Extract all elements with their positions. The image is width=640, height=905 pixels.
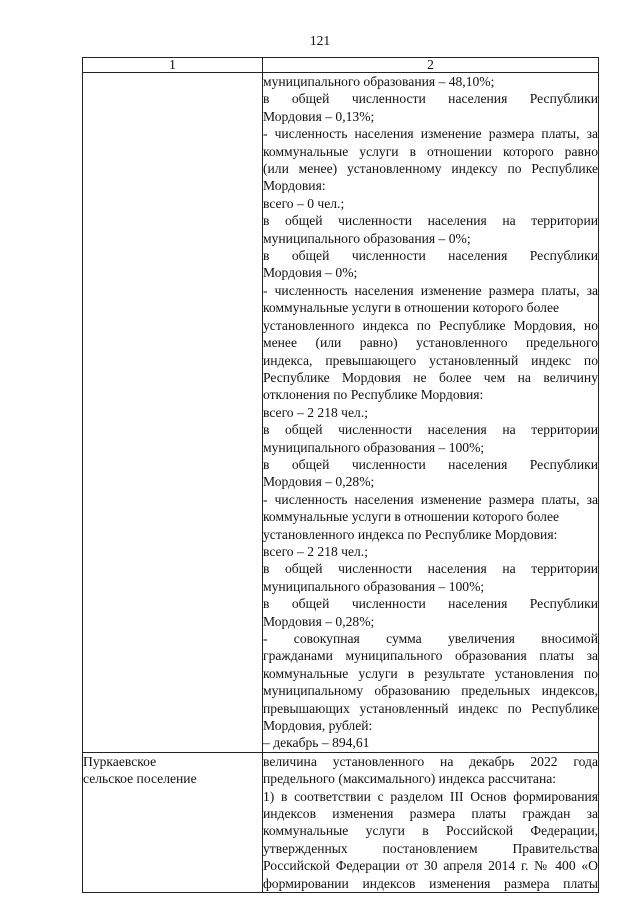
text-line: в общей численности населения на территории	[263, 422, 598, 438]
table-header-row	[83, 58, 599, 73]
text-line: всего – 0 чел.;	[263, 195, 345, 211]
text-line: установленного индекса по Республике Мордовия:	[263, 526, 558, 542]
text-line: – декабрь – 894,61	[263, 735, 370, 751]
municipality-name-line: сельское поселение	[83, 771, 197, 787]
text-line: индексов изменения размера платы граждан за	[263, 806, 598, 822]
text-line: Мордовия:	[263, 178, 326, 194]
description-cell	[263, 752, 599, 892]
text-line: Мордовия – 0%;	[263, 265, 358, 281]
text-line: предельного (максимального) индекса рассчитана:	[263, 771, 557, 787]
text-line: всего – 2 218 чел.;	[263, 543, 369, 559]
text-line: в общей численности населения на территории	[263, 213, 598, 229]
municipal-index-table	[82, 57, 599, 893]
text-line: гражданами муниципального образования платы за	[263, 648, 598, 664]
municipality-cell	[83, 752, 263, 892]
municipality-cell-empty	[83, 73, 263, 753]
text-line: Мордовия – 0,13%;	[263, 108, 375, 124]
column-header-1: 1	[83, 58, 263, 73]
description-text	[263, 73, 598, 752]
text-line: муниципального образования – 100%;	[263, 578, 485, 594]
text-line: отклонения по Республике Мордовия:	[263, 387, 484, 403]
text-line: менее (или равно) установленного предельного	[263, 335, 598, 351]
text-line: - совокупная сумма увеличения вносимой	[263, 631, 598, 646]
text-line: формировании индексов изменения размера платы	[263, 875, 598, 891]
column-header-2: 2	[263, 58, 599, 73]
text-line: Мордовия – 0,28%;	[263, 613, 375, 629]
text-line: превышающих установленный индекс по Республике	[263, 700, 598, 716]
text-line: коммунальные услуги в Российской Федерации,	[263, 823, 598, 839]
text-line: установленного индекса по Республике Мордовия, но	[263, 317, 598, 333]
text-line: Республике Мордовия не более чем на величину	[263, 369, 598, 385]
table-row	[83, 752, 599, 892]
text-line: муниципального образования – 0%;	[263, 230, 471, 246]
municipality-name-line: Пуркаевское	[83, 753, 157, 769]
text-line: Российской Федерации от 30 апреля 2014 г. № 400 «О	[263, 858, 598, 874]
description-cell	[263, 73, 599, 753]
text-line: в общей численности населения Республики	[263, 456, 598, 472]
text-line: муниципальному образованию предельных индексов,	[263, 683, 598, 699]
text-line: муниципального образования – 48,10%;	[263, 74, 495, 89]
text-line: Мордовия, рублей:	[263, 718, 373, 734]
text-line: индекса, превышающего установленный индекс по	[263, 352, 598, 368]
text-line: в общей численности населения на территории	[263, 561, 598, 577]
text-line: 1) в соответствии с разделом III Основ формирования	[263, 788, 598, 804]
text-line: (или менее) установленному индексу по Республике	[263, 161, 598, 177]
text-line: величина установленного на декабрь 2022 года	[263, 753, 598, 769]
text-line: всего – 2 218 чел.;	[263, 404, 369, 420]
description-text	[263, 753, 598, 892]
text-line: Мордовия – 0,28%;	[263, 474, 375, 490]
text-line: в общей численности населения Республики	[263, 248, 598, 264]
text-line: коммунальные услуги в результате установления по	[263, 665, 598, 681]
table-row	[83, 73, 599, 753]
text-line: - численность населения изменение размера платы, за	[263, 282, 598, 298]
text-line: в общей численности населения Республики	[263, 91, 598, 107]
text-line: коммунальные услуги в отношении которого равно	[263, 143, 598, 159]
text-line: - численность населения изменение размера платы, за	[263, 491, 598, 507]
text-line: в общей численности населения Республики	[263, 596, 598, 612]
text-line: муниципального образования – 100%;	[263, 439, 485, 455]
page-number: 121	[309, 33, 331, 48]
text-line: коммунальные услуги в отношении которого более	[263, 300, 560, 316]
text-line: утвержденных постановлением Правительства	[263, 840, 598, 856]
text-line: - численность населения изменение размера платы, за	[263, 126, 598, 142]
text-line: коммунальные услуги в отношении которого более	[263, 509, 560, 525]
